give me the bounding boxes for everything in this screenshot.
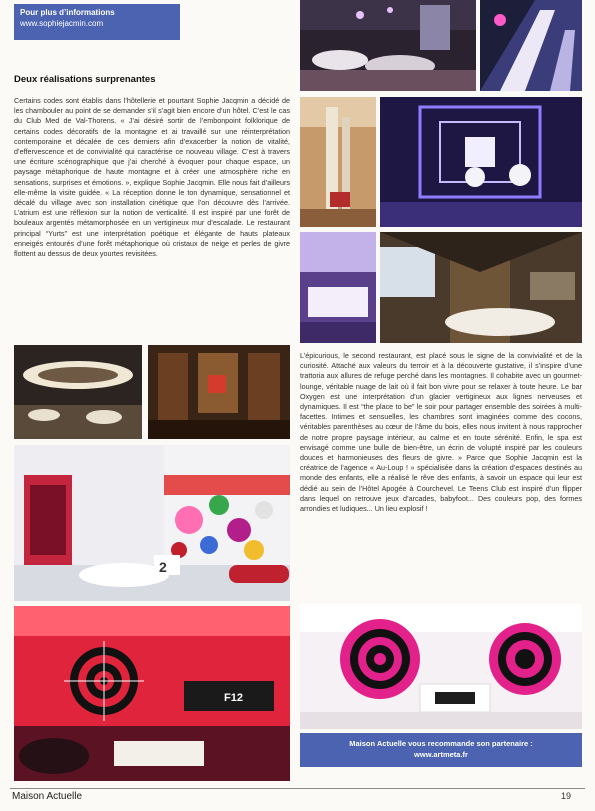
info-title: Pour plus d’informations — [20, 8, 115, 17]
page-number: 19 — [561, 791, 572, 801]
arcade-room-photo — [14, 606, 290, 781]
birch-wall-photo — [300, 97, 376, 227]
left-column-text: Certains codes sont établis dans l’hôtellerie et pourtant Sophie Jacqmin a décidé de les chambouler au point de se demander s’il s’agit bien encore d’un hôtel. C’est le cas du Club Med de Val-Thorens. « J’ai désiré sortir de l’embonpoint folklorique de certains codes décoratifs de la montagne et ai travaillé sur une réinterprétation contemporaine et décalée de ces derniers afin d’exacerber la notion de vitalité, d’effervescence et de convivialité qui caractérise ce nouveau village. C’est à travers une écriture scénographique que j’ai cherché à évoquer pour chaque espace, un paysage métaphorique de haute montagne et à créer une atmosphère riche en sensations, surprises et émotions. », explique Sophie Jacqmin. Elle nous fait d’ailleurs elle-même la visite guidée. « La réception donne le ton dynamique, sensationnel et décalé du village avec son installation cinétique que l’on découvre dès l’arrivée. L’atrium est une réflexion sur la notion de verticalité. Il est inspiré par une forêt de bouleaux argentés métamorphosée en un vertigineux mur d’escalade. Le restaurant principal “Yurts” est une interprétation poétique et élégante de hauts plateaux enneigés entourés d’une forêt métaphorique où cristaux de neige et perles de givre flottent au dessus de deux yourtes revisitées. — [14, 96, 290, 259]
footer-divider — [10, 788, 585, 789]
info-box — [14, 4, 180, 40]
info-url[interactable]: www.sophiejacmin.com — [20, 19, 104, 28]
restaurant-photo — [14, 345, 142, 439]
partner-url[interactable]: www.artmeta.fr — [414, 750, 468, 759]
teens-pinball-photo — [300, 604, 582, 729]
article-heading: Deux réalisations surprenantes — [14, 74, 156, 85]
teens-number-label: 2 — [159, 559, 167, 575]
teens-club-photo — [14, 445, 290, 601]
bedroom-photo — [300, 232, 376, 343]
partner-box — [300, 733, 582, 767]
magazine-title: Maison Actuelle — [12, 791, 83, 802]
right-column-text: L’épicurious, le second restaurant, est placé sous le signe de la convivialité et de la curiosité. Attaché aux valeurs du terroir et à la découverte gustative, il s’inspire d’une trattoria aux allures de refuge perché dans les montagnes. Il cohabite avec un gourmet-lounge, véritable nuage de lait où il fait bon vivre pour se relaxer à toute heure. Le bar Oxygen est une interprétation d’un glacier vertigineux aux lignes nerveuses et dynamiques. Il est “the place to be” le soir pour partager ensemble des soirées à multi-facettes. Intimes et sensuelles, les chambres sont imaginées comme des cocons, véritables parenthèses au cœur de l’âme du bois, elles nous invitent à nous rapprocher de notre propre paysage intérieur, au calme et en toute sérénité. Enfin, le spa est envisagé comme une bulle de bien-être, un écrin de volupté inspiré par les couleurs douces et harmonieuses des fleurs de givre. » Parce que Sophie Jacqmin est la créatrice de l’agence « Au-Loup ! » spécialisée dans la création d’espaces destinés au monde des enfants, elle a réalisé le rêve des enfants, à savoir un espace qui leur est dédié au sein de l’Hôtel Apogée à Courchevel. Le Teens Club est inspiré d’un flipper dans lequel on retrouve jeux d’arcades, babyfoot... Des couleurs pop, des formes arrondies et ludiques... Un lieu explosif ! — [300, 351, 582, 514]
lounge-photo — [300, 0, 476, 91]
screen-label: F12 — [224, 692, 243, 704]
atrium-photo — [480, 0, 582, 91]
partner-line: Maison Actuelle vous recommande son partenaire : — [349, 739, 533, 748]
trattoria-photo — [148, 345, 290, 439]
chalet-room-photo — [380, 232, 582, 343]
bar-oxygen-photo — [380, 97, 582, 227]
